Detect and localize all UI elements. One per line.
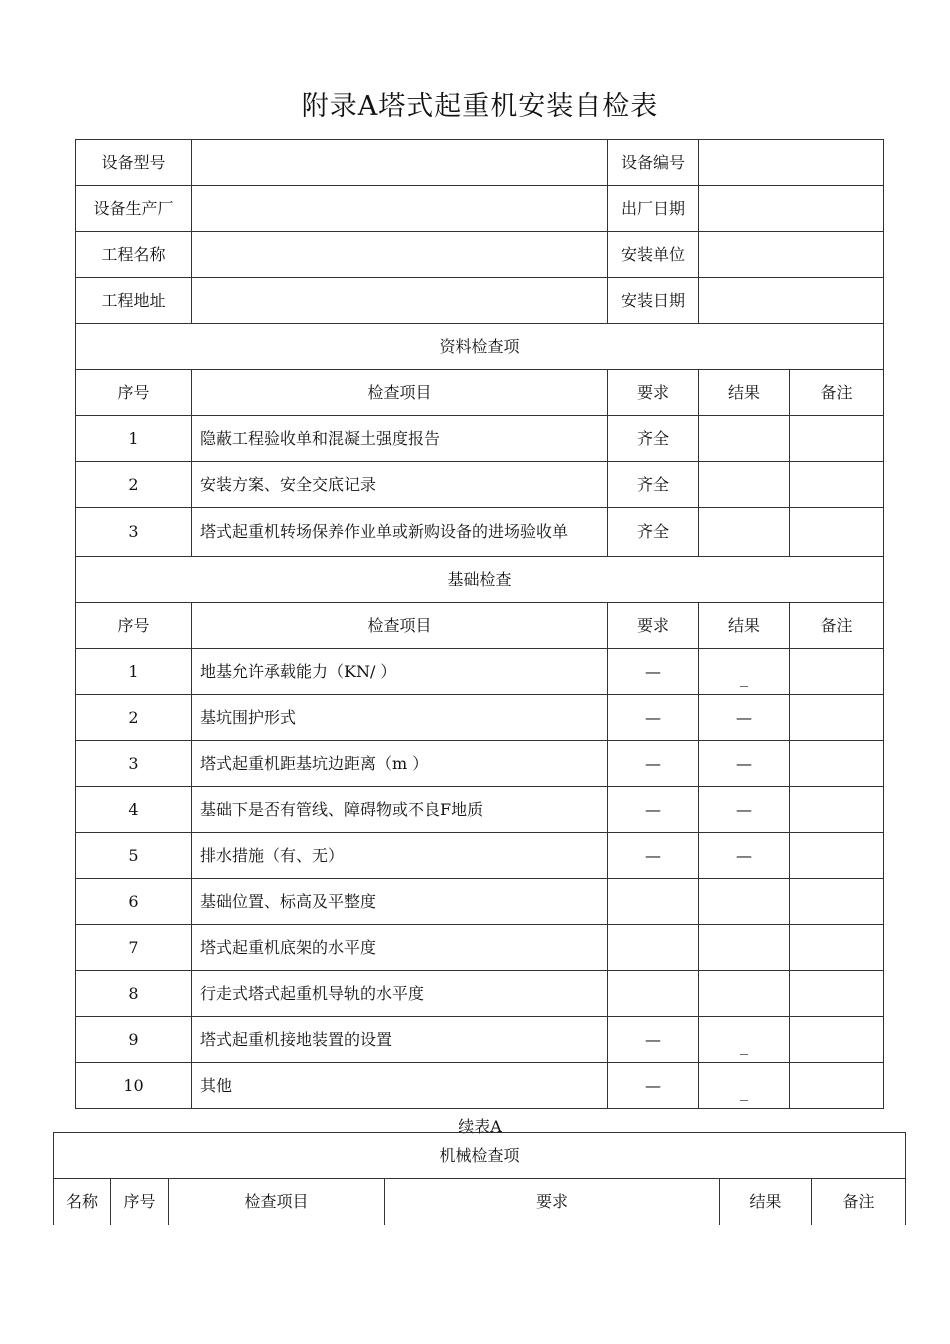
table-row [76,741,884,787]
table-row [76,1063,884,1109]
table-row [76,879,884,925]
row-item: 塔式起重机距基坑边距离（m ） [192,741,608,787]
row-note-field[interactable] [790,695,884,741]
info-label: 工程名称 [76,232,192,278]
info-value-field[interactable] [699,186,884,232]
info-label: 设备型号 [76,140,192,186]
table-row [76,416,884,462]
row-note-field[interactable] [790,1017,884,1063]
row-result-field[interactable] [699,1063,790,1109]
row-no: 2 [76,695,192,741]
table-row [76,925,884,971]
info-value-field[interactable] [699,140,884,186]
row-result-field[interactable] [699,925,790,971]
table-row [76,1017,884,1063]
info-row [76,186,884,232]
row-no: 7 [76,925,192,971]
row-no: 5 [76,833,192,879]
row-note-field[interactable] [790,1063,884,1109]
row-no: 8 [76,971,192,1017]
inspection-table [75,139,884,1109]
row-note-field[interactable] [790,508,884,557]
table-row [76,971,884,1017]
row-result-field[interactable]: — [699,741,790,787]
col-header-note: 备注 [790,603,884,649]
info-value-field[interactable] [192,232,608,278]
row-note-field[interactable] [790,787,884,833]
info-row [76,232,884,278]
row-item: 基础位置、标高及平整度 [192,879,608,925]
column-header-row [54,1179,906,1225]
row-result-field[interactable]: — [699,695,790,741]
row-no: 3 [76,508,192,557]
row-item: 行走式塔式起重机导轨的水平度 [192,971,608,1017]
row-note-field[interactable] [790,925,884,971]
row-result-field[interactable] [699,462,790,508]
row-item: 塔式起重机底架的水平度 [192,925,608,971]
mechanical-table [53,1132,906,1225]
info-row [76,278,884,324]
col-header-item: 检查项目 [192,603,608,649]
column-header-row [76,603,884,649]
info-value-field[interactable] [699,278,884,324]
continued-label: 续表A [458,1117,502,1136]
info-label: 出厂日期 [608,186,699,232]
row-no: 3 [76,741,192,787]
row-req: — [608,787,699,833]
section-title: 机械检查项 [54,1133,906,1179]
col-header-result: 结果 [699,370,790,416]
row-req: — [608,741,699,787]
row-result: _ [740,667,748,687]
row-result-field[interactable] [699,971,790,1017]
info-value-field[interactable] [192,140,608,186]
row-no: 10 [76,1063,192,1109]
row-result: _ [740,1081,748,1101]
col-header-note: 备注 [812,1179,906,1225]
row-no: 4 [76,787,192,833]
row-req: — [608,649,699,695]
row-result-field[interactable] [699,649,790,695]
col-header-req: 要求 [385,1179,720,1225]
row-note-field[interactable] [790,971,884,1017]
row-result-field[interactable]: — [699,833,790,879]
col-header-name: 名称 [54,1179,111,1225]
col-header-req: 要求 [608,370,699,416]
row-req: — [608,1063,699,1109]
col-header-item: 检查项目 [192,370,608,416]
table-row [76,787,884,833]
row-no: 6 [76,879,192,925]
col-header-req: 要求 [608,603,699,649]
row-note-field[interactable] [790,833,884,879]
table-row [76,508,884,557]
row-result: _ [740,1035,748,1055]
page-title: 附录A塔式起重机安装自检表 [301,91,659,122]
row-item: 塔式起重机接地装置的设置 [192,1017,608,1063]
info-label: 安装单位 [608,232,699,278]
row-item: 地基允许承载能力（KN/ ） [192,649,608,695]
section-title: 基础检查 [76,557,884,603]
row-item: 基坑围护形式 [192,695,608,741]
table-row [76,462,884,508]
row-result-field[interactable] [699,508,790,557]
row-item: 隐蔽工程验收单和混凝土强度报告 [192,416,608,462]
row-no: 1 [76,416,192,462]
row-no: 2 [76,462,192,508]
row-req [608,879,699,925]
section-header-foundation [76,557,884,603]
table-row [76,649,884,695]
row-req: 齐全 [608,416,699,462]
info-value-field[interactable] [699,232,884,278]
info-row [76,140,884,186]
row-no: 9 [76,1017,192,1063]
column-header-row [76,370,884,416]
row-req [608,925,699,971]
row-note-field[interactable] [790,462,884,508]
col-header-no: 序号 [76,370,192,416]
table-row [76,695,884,741]
row-item: 安装方案、安全交底记录 [192,462,608,508]
row-result-field[interactable] [699,1017,790,1063]
row-note-field[interactable] [790,649,884,695]
col-header-result: 结果 [699,603,790,649]
info-label: 工程地址 [76,278,192,324]
info-value-field[interactable] [192,186,608,232]
section-title: 资料检查项 [76,324,884,370]
row-req [608,971,699,1017]
row-item: 排水措施（有、无） [192,833,608,879]
info-label: 设备生产厂 [76,186,192,232]
row-req: — [608,695,699,741]
section-header-mechanical [54,1133,906,1179]
col-header-note: 备注 [790,370,884,416]
row-req: — [608,1017,699,1063]
row-item: 基础下是否有管线、障碍物或不良F地质 [192,787,608,833]
row-item: 其他 [192,1063,608,1109]
row-note-field[interactable] [790,416,884,462]
section-header-docs [76,324,884,370]
info-label: 设备编号 [608,140,699,186]
row-result-field[interactable] [699,879,790,925]
row-note-field[interactable] [790,879,884,925]
info-value-field[interactable] [192,278,608,324]
info-label: 安装日期 [608,278,699,324]
row-result-field[interactable]: — [699,787,790,833]
row-req: — [608,833,699,879]
row-no: 1 [76,649,192,695]
row-result-field[interactable] [699,416,790,462]
col-header-no: 序号 [111,1179,169,1225]
row-req: 齐全 [608,508,699,557]
row-item: 塔式起重机转场保养作业单或新购设备的进场验收单 [192,508,608,557]
col-header-item: 检查项目 [169,1179,385,1225]
row-note-field[interactable] [790,741,884,787]
col-header-result: 结果 [720,1179,812,1225]
col-header-no: 序号 [76,603,192,649]
row-req: 齐全 [608,462,699,508]
table-row [76,833,884,879]
